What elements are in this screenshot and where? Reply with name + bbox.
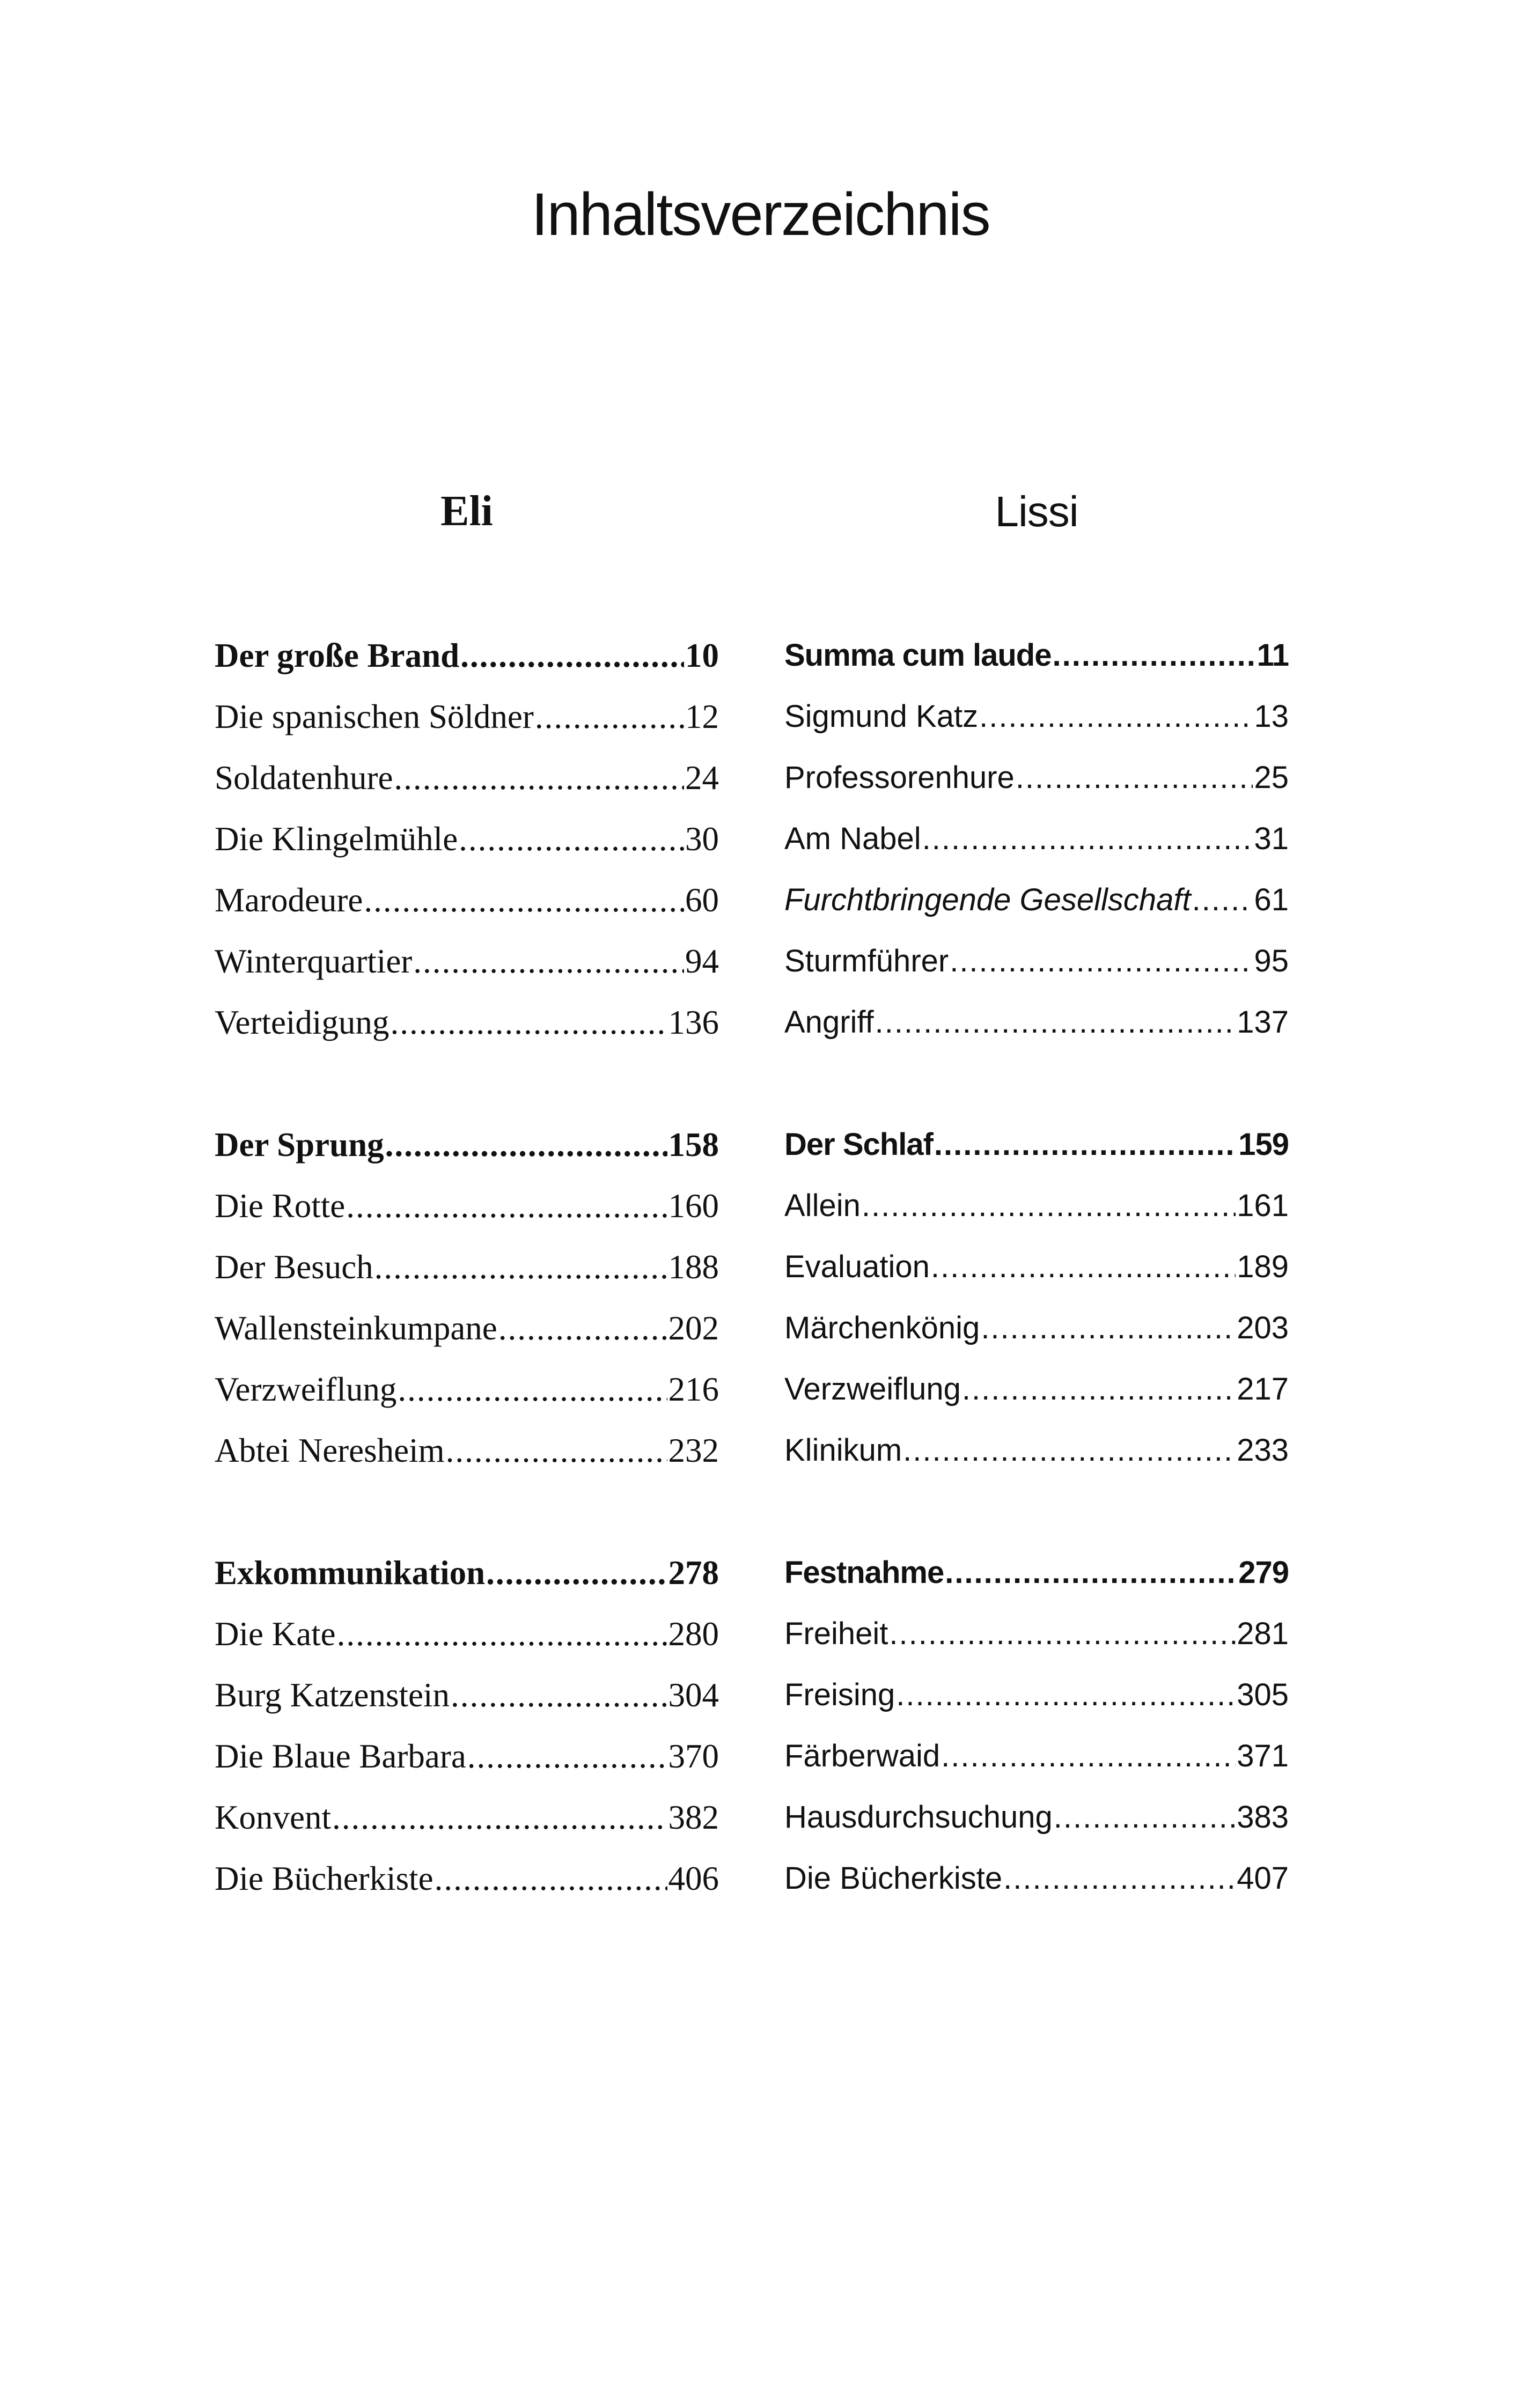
dot-leader [460, 625, 684, 686]
toc-page-number: 305 [1237, 1677, 1289, 1712]
toc-entry [215, 1726, 719, 1787]
page-title: Inhaltsverzeichnis [531, 181, 990, 248]
toc-entry [784, 1787, 1289, 1848]
toc-page-number: 280 [668, 1615, 719, 1653]
toc-entry [784, 686, 1289, 747]
toc-entry [215, 870, 719, 931]
toc-entry-title: Der Besuch [215, 1248, 373, 1286]
toc-page-number: 304 [668, 1676, 719, 1714]
toc-entry [784, 870, 1289, 931]
dot-leader [1192, 870, 1253, 931]
toc-section [784, 1542, 1289, 1909]
toc-page-number: 216 [668, 1371, 719, 1408]
dot-leader [459, 808, 684, 870]
toc-page-number: 383 [1237, 1800, 1289, 1835]
toc-entry-title: Färberwaid [784, 1739, 940, 1773]
toc-entry-title: Sturmführer [784, 944, 949, 978]
toc-entry-title: Freiheit [784, 1616, 888, 1651]
toc-entry-title: Exkommunikation [215, 1554, 486, 1592]
toc-section-heading [784, 1114, 1289, 1175]
toc-entry-title: Allein [784, 1188, 861, 1223]
toc-entry-title: Wallensteinkumpane [215, 1309, 497, 1347]
toc-page-number: 160 [668, 1187, 719, 1225]
dot-leader [979, 686, 1253, 747]
dot-leader [398, 1359, 667, 1420]
toc-page-number: 13 [1254, 699, 1289, 734]
toc-page-number: 382 [668, 1799, 719, 1836]
dot-leader [981, 1298, 1236, 1359]
toc-page-number: 30 [685, 820, 719, 858]
toc-entry [784, 1603, 1289, 1665]
toc-entry [215, 1236, 719, 1298]
toc-entry [784, 992, 1289, 1053]
toc-page-number: 406 [668, 1860, 719, 1897]
dot-leader [451, 1665, 667, 1726]
dot-leader [862, 1175, 1236, 1236]
dot-leader [413, 931, 684, 992]
toc-page-number: 95 [1254, 944, 1289, 978]
toc-page-number: 25 [1254, 760, 1289, 795]
toc-entry-title: Der Schlaf [784, 1127, 933, 1162]
dot-leader [385, 1114, 667, 1175]
toc-page-number: 189 [1237, 1249, 1289, 1284]
toc-page-number: 11 [1257, 638, 1289, 673]
dot-leader [332, 1787, 667, 1848]
column-heading-eli: Eli [440, 488, 493, 535]
toc-entry-title: Professorenhure [784, 760, 1015, 795]
toc-entry-title: Sigmund Katz [784, 699, 979, 734]
toc-column-lissi [784, 625, 1289, 1909]
toc-section-heading [215, 1542, 719, 1603]
dot-leader [535, 686, 684, 747]
dot-leader [374, 1236, 667, 1298]
dot-leader [945, 1542, 1237, 1603]
toc-entry-title: Verzweiflung [784, 1372, 961, 1406]
toc-page-number: 203 [1237, 1310, 1289, 1345]
toc-section [215, 1542, 719, 1909]
toc-entry-title: Die Klingelmühle [215, 820, 458, 858]
toc-section [784, 1114, 1289, 1481]
dot-leader [467, 1726, 667, 1787]
toc-entry-title: Winterquartier [215, 942, 413, 980]
toc-entry-title: Angriff [784, 1005, 874, 1040]
toc-entry-title: Die Bücherkiste [215, 1860, 433, 1897]
toc-page-number: 31 [1254, 821, 1289, 856]
toc-entry-title: Verzweiflung [215, 1371, 397, 1408]
toc-entry [784, 931, 1289, 992]
dot-leader [931, 1236, 1236, 1298]
dot-leader [486, 1542, 667, 1603]
toc-page-number: 158 [668, 1126, 719, 1164]
toc-page-number: 188 [668, 1248, 719, 1286]
dot-leader [922, 808, 1253, 870]
toc-entry-title: Die Rotte [215, 1187, 346, 1225]
toc-entry [215, 1665, 719, 1726]
dot-leader [435, 1848, 667, 1909]
toc-entry-title: Freising [784, 1677, 895, 1712]
dot-leader [875, 992, 1236, 1053]
toc-entry-title: Die Kate [215, 1615, 336, 1653]
toc-page-number: 60 [685, 881, 719, 919]
toc-page-number: 159 [1238, 1127, 1289, 1162]
dot-leader [394, 747, 684, 808]
toc-entry-title: Verteidigung [215, 1004, 390, 1041]
toc-entry-title: Hausdurchsuchung [784, 1800, 1053, 1835]
toc-section [784, 625, 1289, 1053]
toc-page-number: 279 [1238, 1555, 1289, 1590]
toc-section-heading [784, 1542, 1289, 1603]
toc-entry [215, 1298, 719, 1359]
toc-column-eli [215, 625, 719, 1909]
dot-leader [962, 1359, 1236, 1420]
toc-entry [784, 1420, 1289, 1481]
toc-entry [215, 686, 719, 747]
toc-entry-title: Die Bücherkiste [784, 1861, 1003, 1896]
toc-entry [784, 1665, 1289, 1726]
dot-leader [346, 1175, 667, 1236]
toc-page-number: 281 [1237, 1616, 1289, 1651]
toc-entry [784, 1848, 1289, 1909]
toc-page-number: 136 [668, 1004, 719, 1041]
toc-entry [215, 1175, 719, 1236]
dot-leader [950, 931, 1253, 992]
toc-entry [215, 931, 719, 992]
toc-page-number: 407 [1237, 1861, 1289, 1896]
toc-page-number: 370 [668, 1737, 719, 1775]
toc-entry-title: Burg Katzenstein [215, 1676, 450, 1714]
toc-entry [784, 747, 1289, 808]
toc-page-number: 12 [685, 698, 719, 735]
toc-entry-title: Märchenkönig [784, 1310, 980, 1345]
toc-page-number: 371 [1237, 1739, 1289, 1773]
dot-leader [337, 1603, 667, 1665]
toc-entry-title: Der Sprung [215, 1126, 384, 1164]
toc-entry-title: Festnahme [784, 1555, 944, 1590]
toc-entry-title: Klinikum [784, 1433, 902, 1468]
toc-page-number: 161 [1237, 1188, 1289, 1223]
toc-section [215, 1114, 719, 1481]
dot-leader [498, 1298, 667, 1359]
toc-entry-title: Die Blaue Barbara [215, 1737, 466, 1775]
toc-entry-title: Furchtbringende Gesellschaft [784, 882, 1191, 917]
toc-entry [215, 747, 719, 808]
dot-leader [1052, 625, 1255, 686]
toc-entry [215, 808, 719, 870]
toc-page-number: 10 [685, 637, 719, 674]
toc-entry [215, 1848, 719, 1909]
dot-leader [1016, 747, 1253, 808]
toc-page-number: 217 [1237, 1372, 1289, 1406]
toc-page-number: 137 [1237, 1005, 1289, 1040]
toc-section [215, 625, 719, 1053]
dot-leader [934, 1114, 1237, 1175]
toc-entry [215, 1420, 719, 1481]
dot-leader [903, 1420, 1236, 1481]
toc-entry-title: Abtei Neresheim [215, 1432, 445, 1469]
dot-leader [1054, 1787, 1236, 1848]
column-heading-lissi: Lissi [995, 488, 1078, 535]
toc-section-heading [784, 625, 1289, 686]
toc-page-number: 202 [668, 1309, 719, 1347]
toc-page-number: 24 [685, 759, 719, 797]
dot-leader [1003, 1848, 1236, 1909]
toc-page-number: 94 [685, 942, 719, 980]
dot-leader [896, 1665, 1236, 1726]
toc-entry-title: Soldatenhure [215, 759, 393, 797]
toc-entry [215, 1359, 719, 1420]
toc-entry [784, 1298, 1289, 1359]
toc-page-number: 278 [668, 1554, 719, 1592]
dot-leader [390, 992, 667, 1053]
toc-entry [215, 1603, 719, 1665]
toc-page-number: 61 [1254, 882, 1289, 917]
toc-entry-title: Die spanischen Söldner [215, 698, 534, 735]
toc-entry-title: Konvent [215, 1799, 331, 1836]
toc-entry [784, 808, 1289, 870]
toc-entry [784, 1359, 1289, 1420]
dot-leader [446, 1420, 667, 1481]
toc-section-heading [215, 625, 719, 686]
dot-leader [889, 1603, 1236, 1665]
toc-entry-title: Marodeure [215, 881, 363, 919]
toc-entry-title: Der große Brand [215, 637, 460, 674]
toc-page-number: 232 [668, 1432, 719, 1469]
toc-entry-title: Am Nabel [784, 821, 921, 856]
toc-entry-title: Evaluation [784, 1249, 930, 1284]
toc-section-heading [215, 1114, 719, 1175]
toc-entry [784, 1175, 1289, 1236]
toc-entry-title: Summa cum laude [784, 638, 1052, 673]
toc-entry [215, 992, 719, 1053]
toc-entry [784, 1726, 1289, 1787]
toc-entry [215, 1787, 719, 1848]
toc-entry [784, 1236, 1289, 1298]
toc-page-number: 233 [1237, 1433, 1289, 1468]
dot-leader [364, 870, 684, 931]
dot-leader [941, 1726, 1236, 1787]
